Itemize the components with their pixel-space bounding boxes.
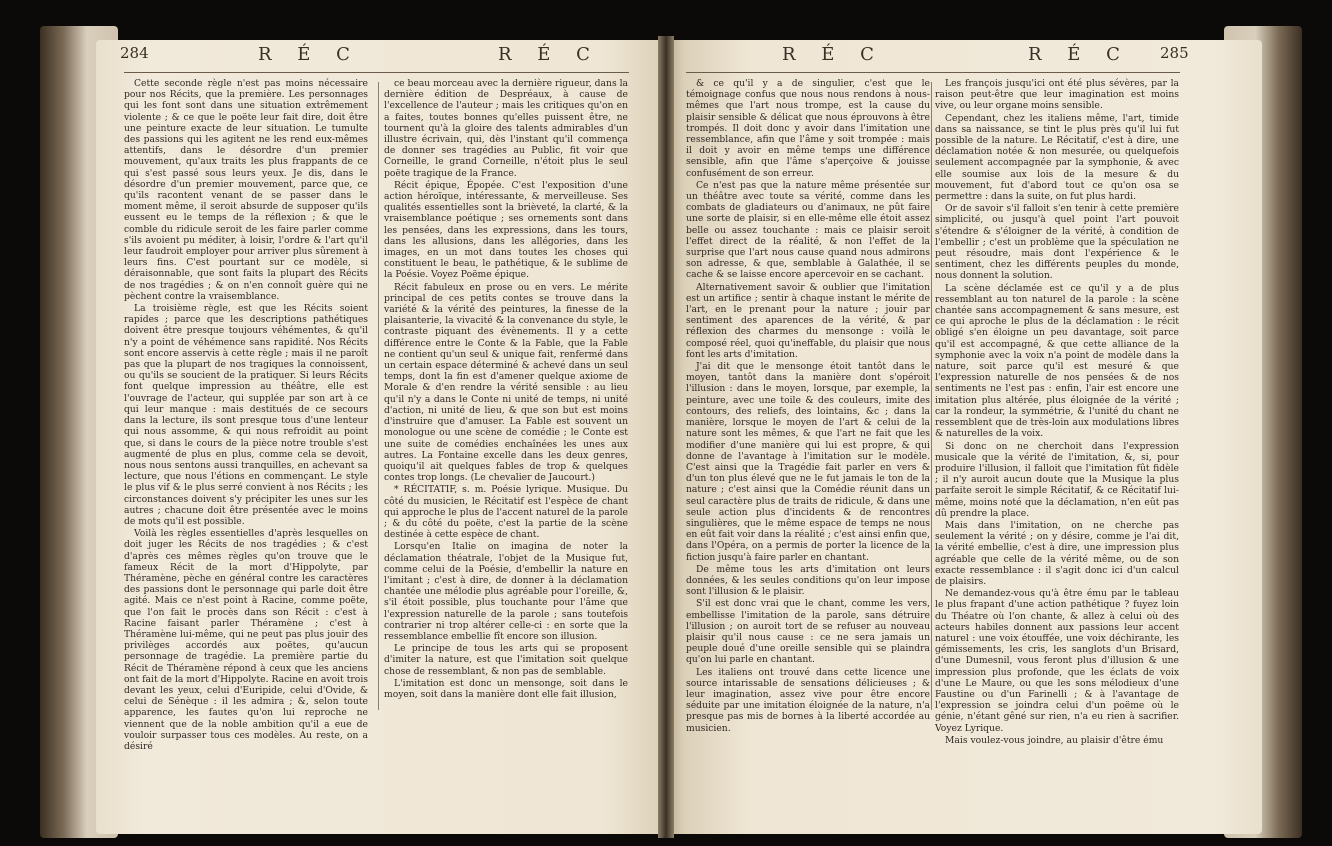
paragraph: * RÉCITATIF, s. m. Poésie lyrique. Musique. Du côté du musicien, le Récitatif est l'espèce de chant qui approche le plus de l'accent naturel de la parole ; & du côté du poëte, c'est la partie de la scène destinée à cette espèce de chant. (384, 484, 628, 541)
paragraph: Le principe de tous les arts qui se proposent d'imiter la nature, est que l'imitation soit quelque chose de ressemblant, & non pas de semblable. (384, 643, 628, 677)
paragraph: Or de savoir s'il falloit s'en tenir à cette première simplicité, ou jusqu'à quel point l'art pouvoit s'étendre & s'éloigner de la vérité, à condition de l'embellir ; c'est un problème que la spéculation ne peut résoudre, mais dont l'expérience & le sentiment, chez les différents peuples du monde, nous donnent la solution. (935, 203, 1179, 282)
paragraph: S'il est donc vrai que le chant, comme les vers, embellisse l'imitation de la parole, sans détruire l'illusion ; on auroit tort de se refuser au nouveau plaisir qu'il nous cause : ce ne sera jamais un peuple doué d'une oreille sensible qui se plaindra qu'on lui parle en chantant. (686, 598, 930, 666)
paragraph: Ce n'est pas que la nature même présentée sur un théâtre avec toute sa vérité, comme dans les combats de gladiateurs ou d'animaux, ne pût faire une sorte de plaisir, si en elle-même elle étoit assez belle ou assez touchante : mais ce plaisir seroit l'effet direct de la réalité, & non l'effet de la surprise que l'art nous cause quand nous admirons son adresse, & que, semblable à Galathée, il se cache & se laisse encore apercevoir en se cachant. (686, 179, 930, 281)
left-running-head-2: R É C (498, 44, 600, 65)
right-running-head-2: R É C (1028, 44, 1130, 65)
left-page-number: 284 (120, 44, 149, 62)
left-column-1 (124, 78, 368, 753)
paragraph: Les italiens ont trouvé dans cette licence une source intarissable de sensations délicieuses ; & leur imagination, assez vive pour être encore séduite par une imitation éloignée de la nature, n'a presque pas mis de bornes à la liberté accordée au musicien. (686, 666, 930, 734)
book-gutter (658, 36, 674, 838)
paragraph: ce beau morceau avec la dernière rigueur, dans la dernière édition de Despréaux, à cause de l'excellence de l'auteur ; mais les critiques qu'on en a faites, toutes bonnes qu'elles puissent être, ne tournent qu'à la gloire des talents admirables d'un illustre écrivain, qui, dès l'instant qu'il commença de donner ses tragédies au Public, fit voir que Corneille, le grand Corneille, n'étoit plus le seul poëte tragique de la France. (384, 78, 628, 179)
paragraph: & ce qu'il y a de singulier, c'est que le témoignage confus que nous nous rendons à nous-mêmes que l'art nous trompe, est la cause du plaisir sensible & délicat que nous éprouvons à être trompés. Il doit donc y avoir dans l'imitation une ressemblance, afin que l'âme y soit trompée : mais il doit y avoir en même temps une différence sensible, afin que l'âme s'aperçoive & jouisse confusément de son erreur. (686, 78, 930, 179)
paragraph: Lorsqu'en Italie on imagina de noter la déclamation théatrale, l'objet de la Musique fut, comme celui de la Poésie, d'embellir la nature en l'imitant ; c'est à dire, de donner à la déclamation chantée une mélodie plus agréable pour l'oreille, &, s'il étoit possible, plus touchante pour l'âme que l'expression naturelle de la parole ; sans toutefois contrarier ni trop altérer celle-ci : en sorte que la ressemblance embellie fît encore son illusion. (384, 541, 628, 642)
right-column-1 (686, 78, 930, 735)
paragraph: De même tous les arts d'imitation ont leurs données, & les seules conditions qu'on leur impose sont l'illusion & le plaisir. (686, 563, 930, 598)
paragraph: Mais voulez-vous joindre, au plaisir d'être ému (945, 734, 1164, 746)
paragraph: Alternativement savoir & oublier que l'imitation est un artifice ; sentir à chaque instant le mérite de l'art, en le prenant pour la nature ; jouir par sentiment des aparences de la vérité, & par réflexion des charmes du mensonge : voilà le composé réel, quoi qu'ineffable, du plaisir que nous font les arts d'imitation. (686, 281, 930, 360)
paragraph: Ne demandez-vous qu'à être ému par le tableau le plus frapant d'une action pathétique ? fuyez loin du Théatre où l'on chante, & allez à celui où des acteurs habiles donnent aux passions leur accent naturel : une voix étouffée, une voix déchirante, les gémissements, les cris, les sanglots d'un Brisard, d'une Dumesnil, vous feront plus d'illusion & une impression plus profonde, que les éclats de voix d'une Le Maure, ou que les sons mélodieux d'une Faustine ou d'un Farinelli ; & à l'avantage de l'expression se joindra celui d'un poëme où le génie, n'étant gêné sur rien, n'a eu rien à sacrifier. Voyez Lyrique. (935, 588, 1179, 734)
right-page-number: 285 (1160, 44, 1189, 62)
paragraph: Les françois jusqu'ici ont été plus sévères, par la raison peut-être que leur imagination est moins vive, ou leur organe moins sensible. (935, 78, 1179, 112)
paragraph: Mais dans l'imitation, on ne cherche pas seulement la vérité ; on y désire, comme je l'ai dit, la vérité embellie, c'est à dire, une impression plus agréable que celle de la vérité même, ou de son exacte ressemblance : il s'agit donc ici d'un calcul de plaisirs. (935, 519, 1179, 587)
paragraph: La troisième règle, est que les Récits soient rapides ; parce que les descriptions pathétiques doivent être presque toujours véhémentes, & qu'il n'y a point de véhémence sans rapidité. Nos Récits sont encore asservis à cette règle ; mais il ne paroît pas que la plupart de nos tragiques la connoissent, ou qu'ils se soucient de la pratiquer. Si leurs Récits font quelque impression au théâtre, elle est l'ouvrage de l'acteur, qui supplée par son art à ce qui leur manque : mais destitués de ce secours dans la lecture, ils sont presque tous d'une lenteur qui nous assomme, & qui nous refroidit au point que, si dans le cours de la pièce notre trouble s'est augmenté de plus en plus, comme cela se devoit, nous nous sentons aussi tranquilles, en achevant sa lecture, que nous l'étions en commençant. Le style le plus vif & le plus serré convient à nos Récits ; les circonstances doivent s'y précipiter les unes sur les autres ; chacune doit être présentée avec le moins de mots qu'il est possible. (124, 303, 368, 527)
paragraph: Si donc on ne cherchoit dans l'expression musicale que la vérité de l'imitation, &, si, pour produire l'illusion, il falloit que l'imitation fût fidèle ; il n'y auroit aucun doute que la Musique la plus parfaite seroit le simple Récitatif, & ce Récitatif lui-même, moins noté que la déclamation, n'en eût pas dû prendre la place. (935, 440, 1179, 519)
paragraph: Récit épique, Épopée. C'est l'exposition d'une action héroïque, intéressante, & merveilleuse. Ses qualités essentielles sont la brièveté, la clarté, & la vraisemblance poétique ; ses ornements sont dans les pensées, dans les expressions, dans les tours, dans les allusions, dans les allégories, dans les images, en un mot dans toutes les choses qui constituent le beau, le pathétique, & le sublime de la Poésie. Voyez Poëme épique. (384, 179, 628, 281)
left-column-2 (384, 78, 628, 701)
paragraph: Récit fabuleux en prose ou en vers. Le mérite principal de ces petits contes se trouve dans la variété & la vérité des peintures, la finesse de la plaisanterie, la vivacité & la convenance du style, le contraste piquant des évènements. Il y a cette différence entre le Conte & la Fable, que la Fable ne contient qu'un seul & unique fait, renfermé dans un certain espace déterminé & achevé dans un seul temps, dont la fin est d'amener quelque axiome de Morale & d'en rendre la vérité sensible : au lieu qu'il n'y a dans le Conte ni unité de temps, ni unité d'action, ni unité de lieu, & que son but est moins d'instruire que d'amuser. La Fable est souvent un monologue ou une scène de comédie ; le Conte est une suite de comédies enchaînées les unes aux autres. La Fontaine excelle dans les deux genres, quoiqu'il ait quelques fables de trop & quelques contes trop longs. (Le chevalier de Jaucourt.) (384, 281, 628, 484)
right-running-head: R É C (782, 44, 884, 65)
paragraph: Voilà les règles essentielles d'après lesquelles on doit juger les Récits de nos tragédies ; & c'est d'après ces mêmes règles qu'on trouve que le fameux Récit de la mort d'Hippolyte, par Théramène, pèche en général contre les caractères des passions dont le personnage qui parle doit être agité. Mais ce n'est point à Racine, comme poëte, que l'on fait le procès dans son Récit : c'est à Racine faisant parler Théramène ; c'est à Théramène lui-même, qui ne peut pas plus jouir des privilèges accordés aux poëtes, qu'aucun personnage de tragédie. La première partie du Récit de Théramène répond à ceux que les anciens ont fait de la mort d'Hippolyte. Racine en avoit trois devant les yeux, celui d'Euripide, celui d'Ovide, & celui de Sénèque : il les admira ; &, selon toute apparence, les fautes qu'on lui reproche ne viennent que de la noble ambition qu'il a eue de vouloir surpasser tous ces modèles. Au reste, on a désiré (124, 528, 368, 752)
left-header-rule (124, 72, 629, 73)
paragraph: J'ai dit que le mensonge étoit tantôt dans le moyen, tantôt dans la manière dont s'opéroit l'illusion : dans le moyen, lorsque, par exemple, la peinture, avec une toile & des couleurs, imite des contours, des reliefs, des lointains, &c ; dans la manière, lorsque le moyen de l'art & celui de la nature sont les mêmes, & que l'art ne fait que les modifier d'une manière qui lui est propre, & qui donne de l'avantage à l'imitation sur le modèle. C'est ainsi que la Tragédie fait parler en vers & d'un ton plus élevé que ne le fut jamais le ton de la nature ; c'est ainsi que la Comédie réunit dans un seul caractère plus de traits de ridicule, & dans une seule action plus d'incidents & de rencontres singulières, que le même espace de temps ne nous en eût fait voir dans la réalité ; c'est ainsi enfin que, dans l'Opéra, on a permis de porter la licence de la fiction jusqu'à faire parler en chantant. (686, 361, 930, 563)
paragraph: Cette seconde règle n'est pas moins nécessaire pour nos Récits, que la première. Les personnages qui les font sont dans une situation extrêmement violente ; & ce que le poëte leur fait dire, doit être une peinture exacte de leur situation. Le tumulte des passions qui les agitent ne les rend eux-mêmes attentifs, dans le désordre d'un premier mouvement, qu'aux traits les plus frappants de ce qui s'est passé sous leurs yeux. Je dis, dans le désordre d'un premier mouvement, parce que, ce qu'ils racontent venant de se passer dans le moment même, il seroit absurde de supposer qu'ils eussent eu le temps de la réflexion ; & que le comble du ridicule seroit de les faire parler comme s'ils avoient pu méditer, à loisir, l'ordre & l'art qu'il leur faudroit employer pour arriver plus sûrement à leurs fins. C'est pourtant sur ce modèle, si déraisonnable, que sont faits la plupart des Récits de nos tragédies ; & on n'en connoît guère qui ne pèchent contre la vraisemblance. (124, 78, 368, 302)
right-column-divider (931, 82, 932, 710)
left-running-head: R É C (258, 44, 360, 65)
paragraph: L'imitation est donc un mensonge, soit dans le moyen, soit dans la manière dont elle fait illusion, (384, 677, 628, 700)
right-header-rule (686, 72, 1180, 73)
paragraph: La scène déclamée est ce qu'il y a de plus ressemblant au ton naturel de la parole : la scène chantée sans accompagnement & sans mesure, est ce qui aproche le plus de la déclamation : le récit obligé s'en éloigne un peu davantage, soit parce qu'il est accompagné, & que cette alliance de la symphonie avec la voix n'a point de modèle dans la nature, soit parce qu'il est mesuré & que l'expression naturelle de nos pensées & de nos sentiments ne l'est pas : enfin, l'air est encore une imitation plus altérée, plus éloignée de la vérité ; car la rondeur, la symmétrie, & l'unité du chant ne ressemblent que de très-loin aux modulations libres & naturelles de la voix. (935, 282, 1179, 440)
right-column-2 (935, 78, 1179, 747)
left-column-divider (378, 82, 379, 710)
paragraph: Cependant, chez les italiens même, l'art, timide dans sa naissance, se tint le plus près qu'il lui fut possible de la nature. Le Récitatif, c'est à dire, une déclamation notée & non mesurée, ou quelquefois seulement accompagnée par la symphonie, & avec elle soumise aux lois de la mesure & du mouvement, fut d'abord tout ce qu'on osa se permettre : dans la suite, on fut plus hardi. (935, 112, 1179, 203)
